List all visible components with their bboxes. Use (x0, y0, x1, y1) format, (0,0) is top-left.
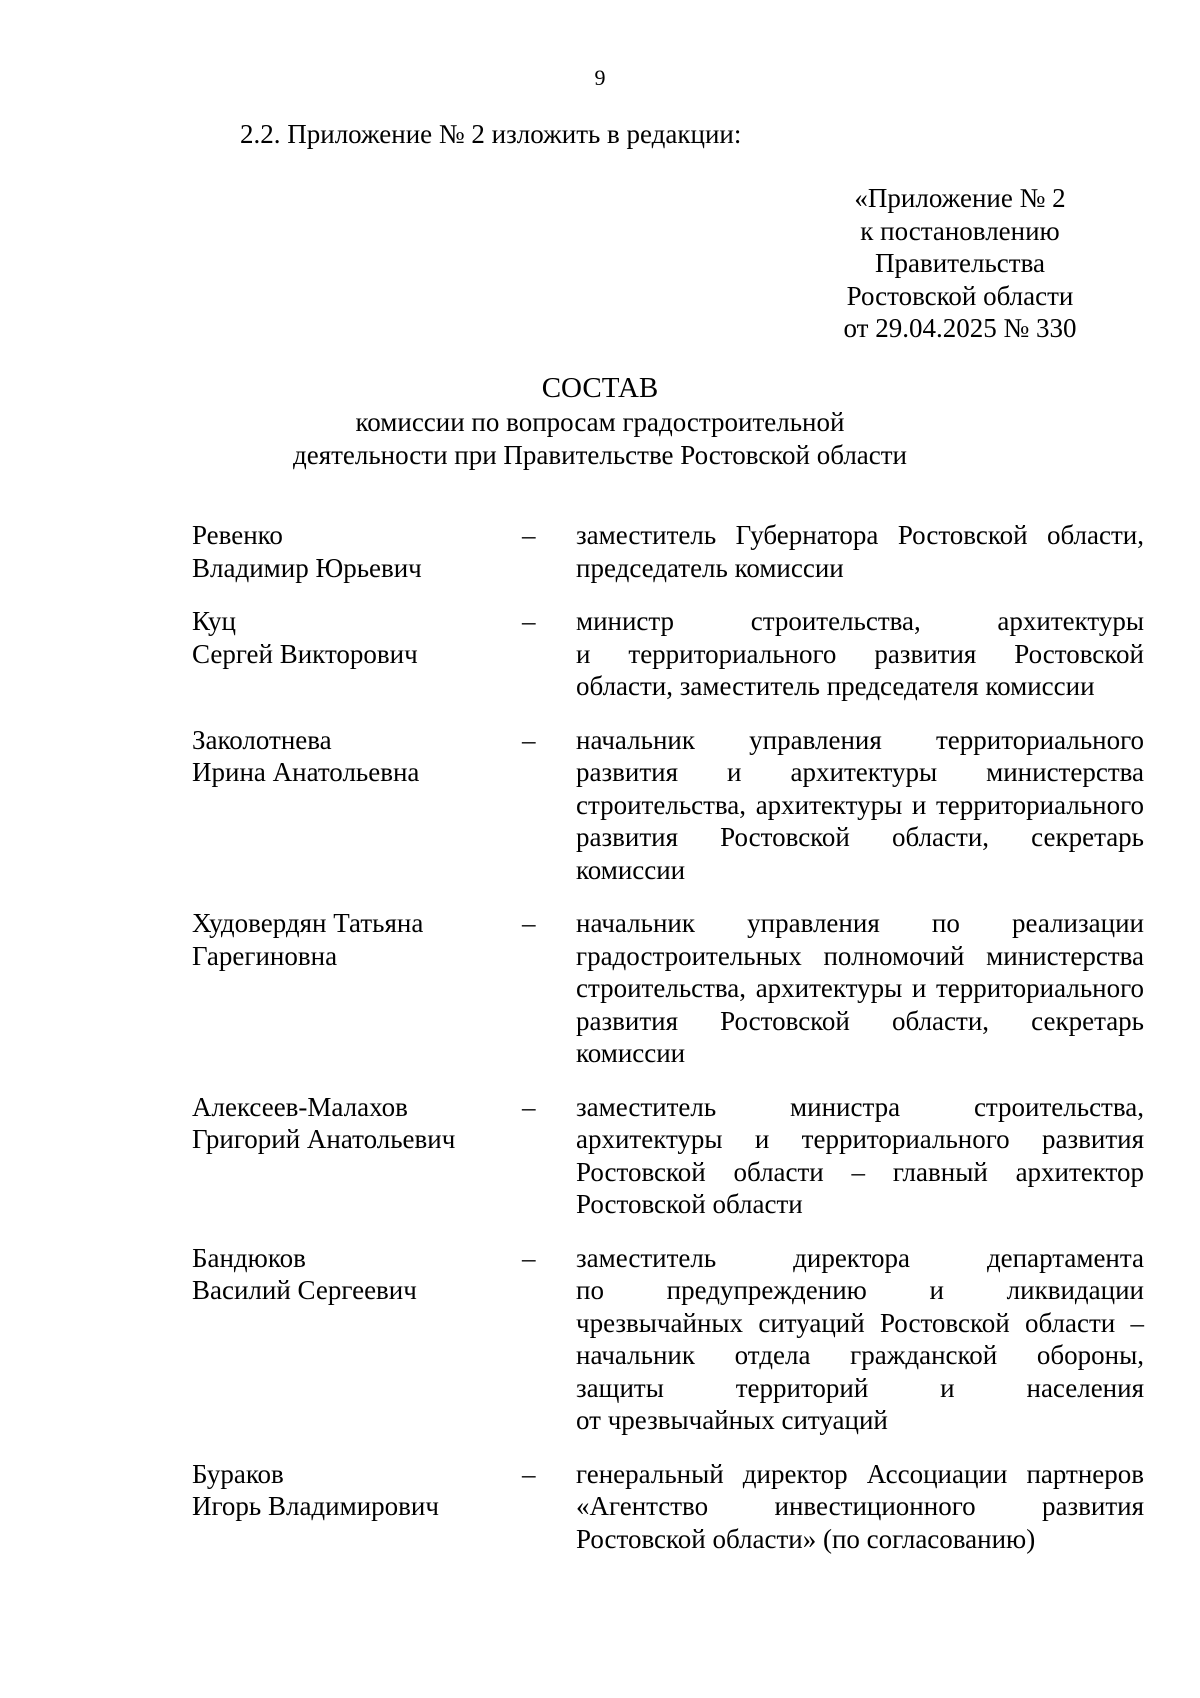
member-name-line: Игорь Владимирович (192, 1491, 439, 1521)
appendix-line: от 29.04.2025 № 330 (843, 313, 1077, 343)
member-role-line: заместитель Губернатора Ростовской области, (576, 520, 1144, 550)
intro-paragraph: 2.2. Приложение № 2 изложить в редакции: (240, 119, 742, 149)
member-entry (192, 1458, 1144, 1556)
member-role-line: строительства, архитектуры и территориального (576, 973, 1144, 1003)
heading-subtitle-line: деятельности при Правительстве Ростовской области (292, 439, 908, 470)
member-entry (192, 724, 1144, 887)
member-name-line: Куц (192, 606, 236, 636)
member-role-line: развития и архитектуры министерства (576, 757, 1144, 787)
member-entry (192, 907, 1144, 1070)
member-name (192, 1091, 522, 1221)
member-name-line: Григорий Анатольевич (192, 1124, 456, 1154)
heading-title: СОСТАВ (541, 372, 659, 404)
member-role (576, 519, 1144, 584)
appendix-line: к постановлению (860, 215, 1060, 246)
member-spacer (546, 605, 576, 703)
member-spacer (546, 1458, 576, 1556)
member-role-line: Ростовской области» (по согласованию) (576, 1523, 1036, 1554)
member-role-line: начальник управления по реализации (576, 908, 1144, 938)
member-name-line: Гарегиновна (192, 940, 338, 971)
member-dash: – (522, 606, 536, 636)
member-name (192, 1458, 522, 1556)
member-role (576, 1091, 1144, 1221)
member-role-line: и территориального развития Ростовской (576, 638, 1144, 669)
document-heading (0, 370, 1200, 471)
member-name-line: Владимир Юрьевич (192, 552, 422, 583)
member-name (192, 724, 522, 887)
member-role-line: министр строительства, архитектуры (576, 606, 1144, 636)
appendix-line: «Приложение № 2 (854, 183, 1066, 213)
member-name-line: Ревенко (192, 520, 283, 550)
member-role-line: градостроительных полномочий министерства (576, 940, 1144, 971)
member-name (192, 605, 522, 703)
member-name-line: Сергей Викторович (192, 638, 418, 669)
heading-subtitle-line: комиссии по вопросам градостроительной (355, 407, 845, 437)
appendix-line: Правительства (875, 248, 1045, 278)
member-name-line: Василий Сергеевич (192, 1275, 417, 1305)
member-role-line: заместитель директора департамента (576, 1242, 1144, 1273)
member-dash: – (522, 1242, 536, 1273)
member-role-line: строительства, архитектуры и территориального (576, 789, 1144, 820)
member-role (576, 1242, 1144, 1437)
member-dash: – (522, 520, 536, 550)
member-entry (192, 605, 1144, 703)
member-role-line: комиссии (576, 1038, 686, 1068)
member-role (576, 1458, 1144, 1556)
member-role-line: развития Ростовской области, секретарь (576, 822, 1144, 852)
member-role-line: Ростовской области (576, 1189, 803, 1219)
member-name-line: Алексеев-Малахов (192, 1091, 408, 1122)
member-dash: – (522, 908, 536, 938)
member-name-line: Заколотнева (192, 724, 332, 755)
member-role (576, 907, 1144, 1070)
member-role-line: области, заместитель председателя комиссии (576, 671, 1095, 701)
page-number: 9 (594, 65, 606, 90)
member-dash: – (522, 1091, 536, 1122)
member-role-line: от чрезвычайных ситуаций (576, 1405, 888, 1435)
member-entry (192, 1091, 1144, 1221)
member-role-line: Ростовской области – главный архитектор (576, 1156, 1144, 1187)
member-spacer (546, 907, 576, 1070)
member-name-line: Худовердян Татьяна (192, 908, 424, 938)
member-name (192, 907, 522, 1070)
appendix-reference (810, 182, 1110, 345)
member-role-line: чрезвычайных ситуаций Ростовской области – (576, 1307, 1144, 1338)
member-role-line: защиты территорий и населения (576, 1372, 1144, 1403)
members-list (192, 519, 1144, 1576)
member-role-line: по предупреждению и ликвидации (576, 1275, 1144, 1305)
member-role-line: председатель комиссии (576, 552, 844, 583)
member-role-line: генеральный директор Ассоциации партнеров (576, 1458, 1144, 1489)
member-spacer (546, 724, 576, 887)
member-entry (192, 1242, 1144, 1437)
member-name-line: Бураков (192, 1458, 284, 1489)
member-role-line: заместитель министра строительства, (576, 1091, 1144, 1122)
member-role-line: «Агентство инвестиционного развития (576, 1491, 1144, 1521)
member-spacer (546, 1091, 576, 1221)
member-entry (192, 519, 1144, 584)
member-name-line: Бандюков (192, 1242, 306, 1273)
member-spacer (546, 1242, 576, 1437)
member-role-line: начальник отдела гражданской обороны, (576, 1340, 1144, 1370)
member-name (192, 519, 522, 584)
appendix-line: Ростовской области (846, 280, 1074, 311)
member-dash: – (522, 1458, 536, 1489)
member-role-line: архитектуры и территориального развития (576, 1124, 1144, 1154)
member-name-line: Ирина Анатольевна (192, 757, 420, 787)
member-spacer (546, 519, 576, 584)
member-role-line: развития Ростовской области, секретарь (576, 1005, 1144, 1036)
member-name (192, 1242, 522, 1437)
member-role (576, 605, 1144, 703)
member-role (576, 724, 1144, 887)
member-dash: – (522, 724, 536, 755)
member-role-line: начальник управления территориального (576, 724, 1144, 755)
member-role-line: комиссии (576, 854, 686, 885)
